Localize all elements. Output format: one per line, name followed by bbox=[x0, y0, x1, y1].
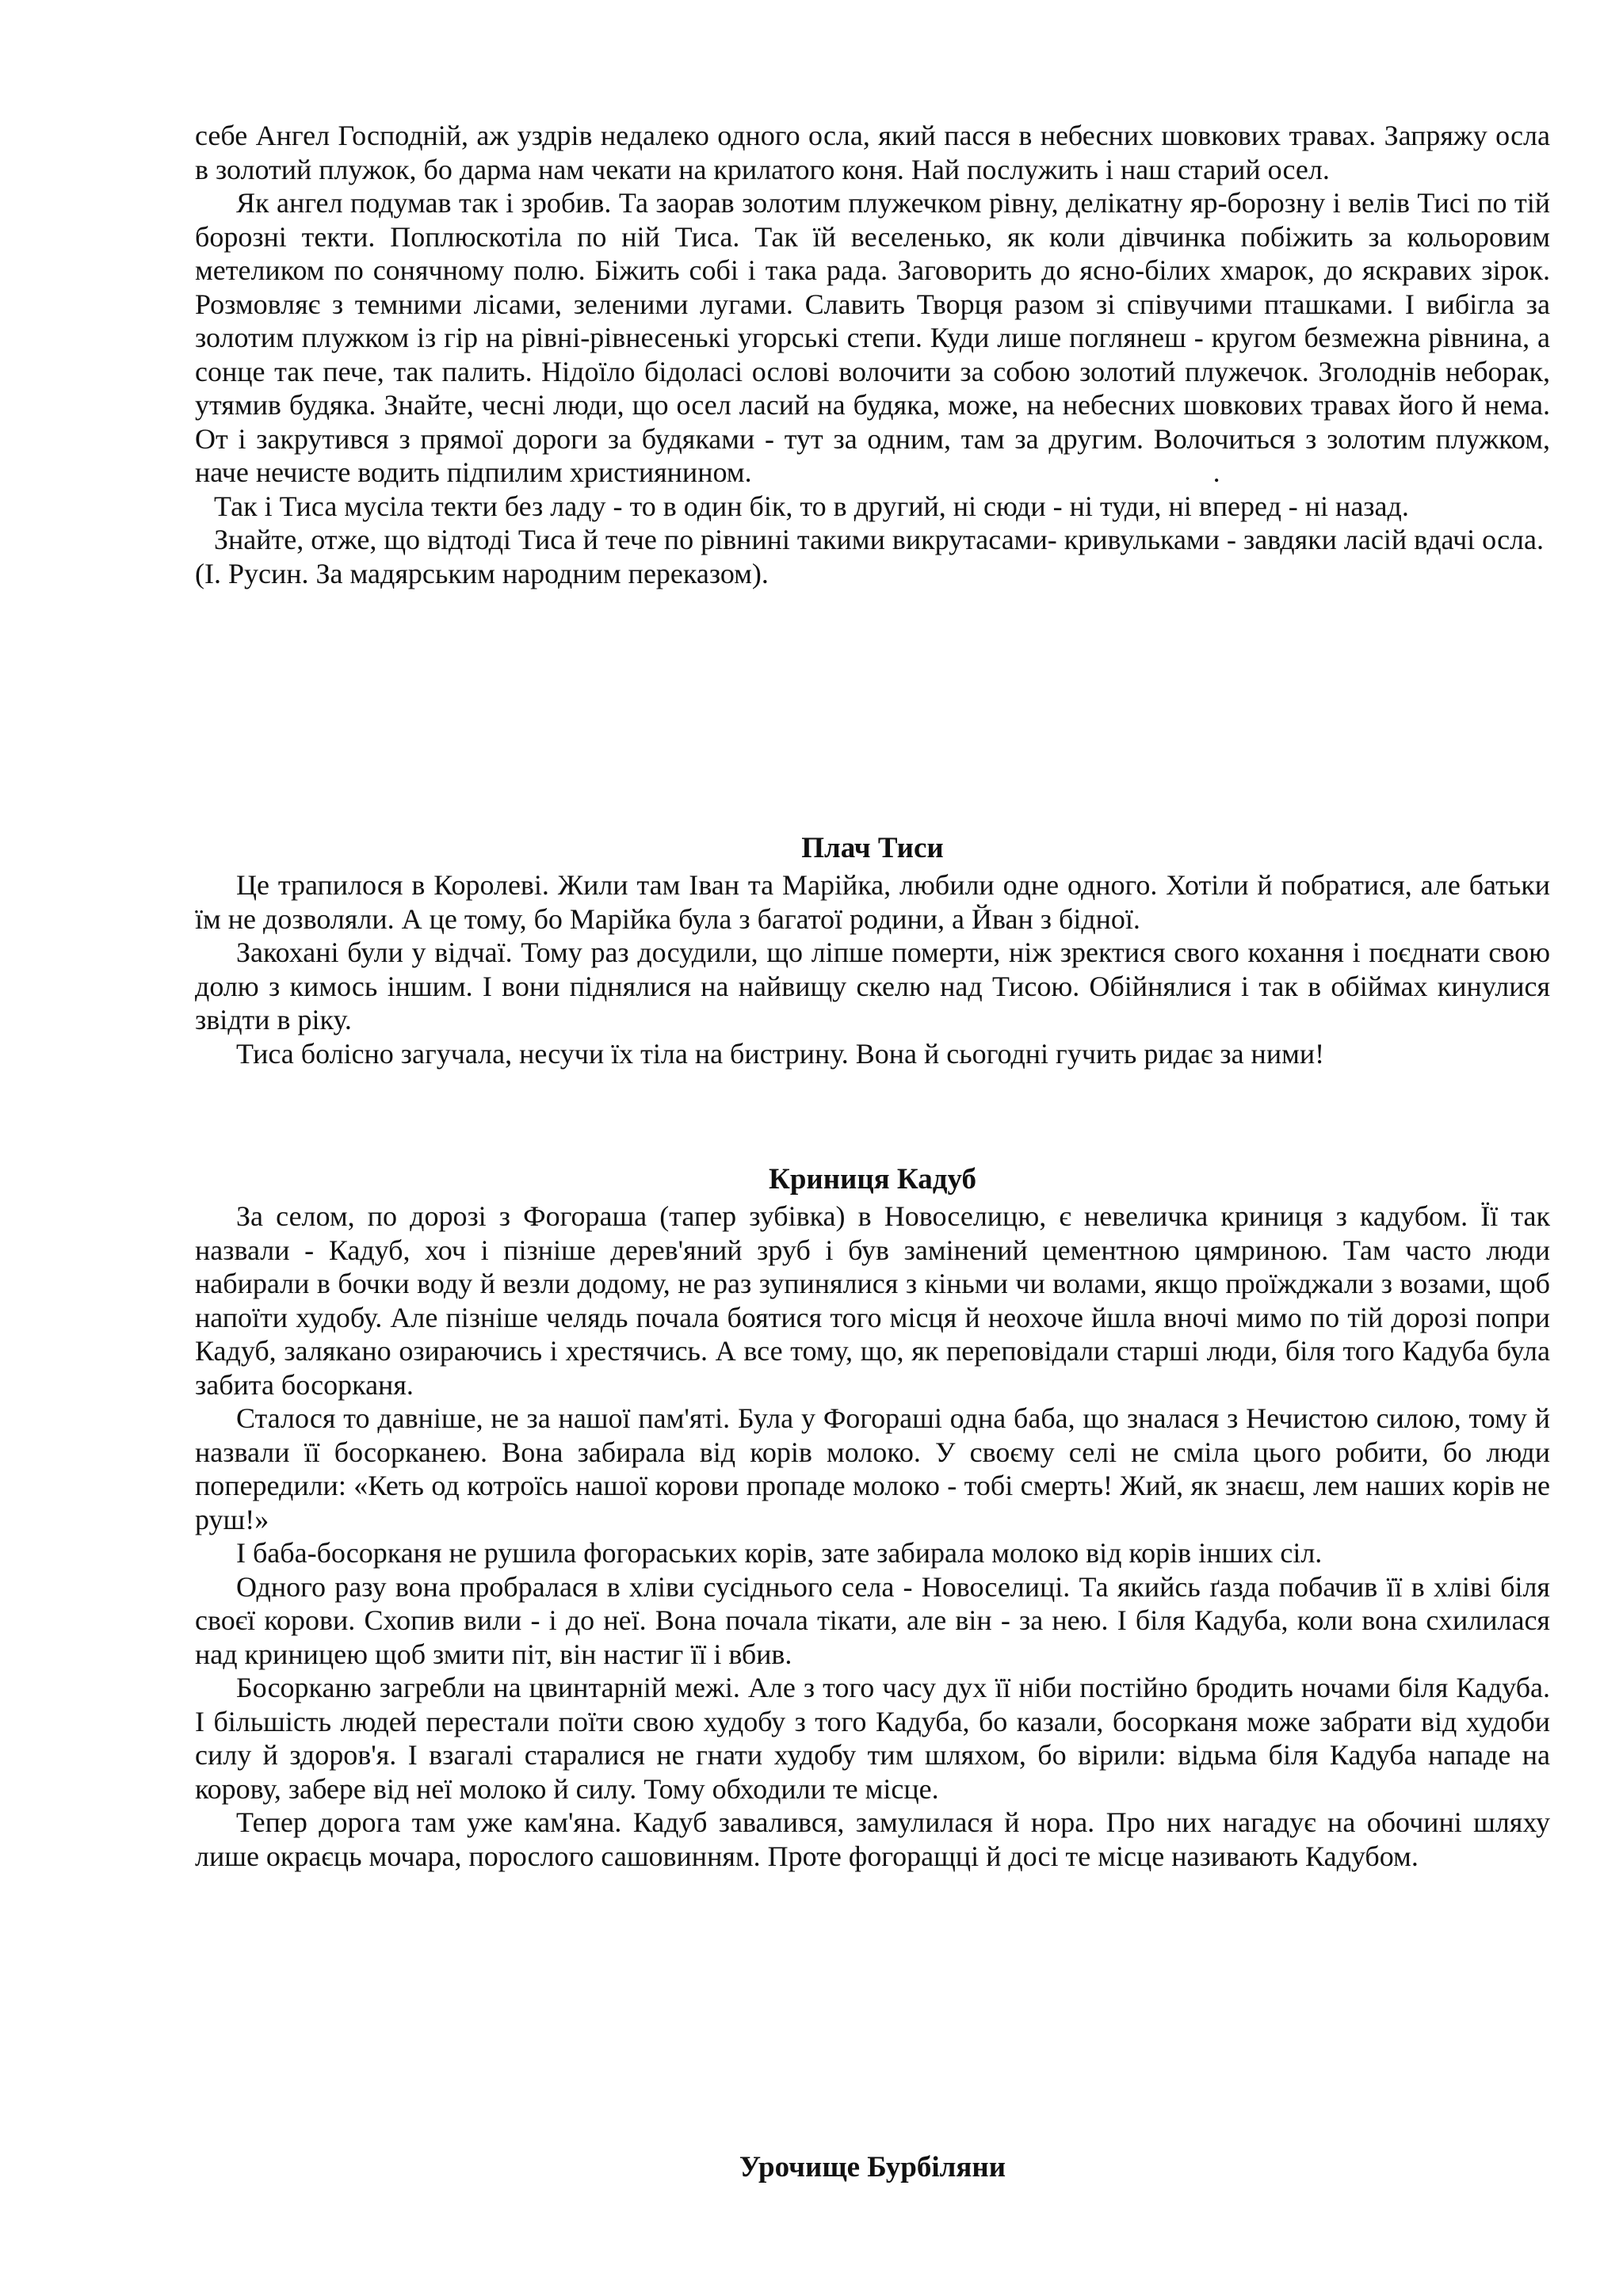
story-plach-tysy bbox=[195, 832, 1550, 1070]
story-paragraph: Тиса болісно загучала, несучи їх тіла на бистрину. Вона й сьогодні гучить ридає за ними! bbox=[236, 1037, 1325, 1070]
story-paragraph: І баба-босорканя не рушила фогораських корів, зате забирала молоко від корів інших сіл. bbox=[236, 1537, 1323, 1569]
trailing-mark: . bbox=[1212, 456, 1220, 488]
story-title: Плач Тиси bbox=[801, 832, 944, 864]
intro-paragraph-2-text: Як ангел подумав так і зробив. Та заорав золотим плужечком рівну, делікатну яр-борозну і велів Тисі по тій борозні текти. Поплюскотіла по ній Тиса. Так їй веселенько, як коли дівчинка побіжить за кольоровим метеликом по сонячному полю. Біжить собі і така рада. Заговорить до ясно-білих хмарок, до яскравих зірок. Розмовляє з темними лісами, зеленими лугами. Славить Творця разом зі співучими пташками. І вибігла за золотим плужком із гір на рівні-рівнесенькі угорські степи. Куди лише поглянеш - кругом безмежна рівнина, а сонце так пече, так палить. Нідоїло бідоласі ослові волочити за собою золотий плужечок. Зголоднів неборак, утямив будяка. Знайте, чесні люди, що осел ласий на будяка, може, на небесних шовкових травах його й нема. От і закрутився з прямої дороги за будяками - тут за одним, там за другим. Волочиться з золотим плужком, наче нечисте водить підпилим християнином. bbox=[195, 187, 1550, 488]
story-paragraph: Тепер дорога там уже кам'яна. Кадуб завалився, замулилася й нора. Про них нагадує на обочині шляху лише окраєць мочара, порослого сашовинням. Проте фогоращці й досі те місце називають Кадубом. bbox=[195, 1806, 1550, 1872]
source-attribution: (І. Русин. За мадярським народним переказом). bbox=[195, 557, 769, 589]
story-paragraph: Одного разу вона пробралася в хліви сусіднього села - Новоселиці. Та якийсь ґазда побачив її в хліві біля своєї корови. Схопив вили - і до неї. Вона почала тікати, але він - за нею. І біля Кадуба, коли вона схилилася над криницею щоб змити піт, він настиг її і вбив. bbox=[195, 1570, 1550, 1670]
intro-paragraph-1: себе Ангел Господній, аж уздрів недалеко одного осла, який пасся в небесних шовкових травах. Запряжу осла в золотий плужок, бо дарма нам чекати на крилатого коня. Най послужить і наш старий осел. bbox=[195, 120, 1550, 185]
intro-paragraph-4: Знайте, отже, що відтоді Тиса й тече по рівнині такими викрутасами- кривульками - завдяки ласій вдачі осла. bbox=[214, 524, 1544, 555]
story-paragraph: Закохані були у відчаї. Тому раз досудили, що ліпше померти, ніж зректися свого кохання і поєднати свою долю з кимось іншим. І вони піднялися на найвищу скелю над Тисою. Обійнялися і так в обіймах кинулися звідти в ріку. bbox=[195, 936, 1550, 1035]
story-title: Криниця Кадуб bbox=[768, 1163, 977, 1196]
intro-paragraph-3: Так і Тиса мусіла текти без ладу - то в один бік, то в другий, ні сюди - ні туди, ні вперед - ні назад. bbox=[214, 490, 1409, 522]
intro-paragraph-2 bbox=[195, 186, 1550, 490]
story-body bbox=[195, 868, 1550, 1070]
story-paragraph: За селом, по дорозі з Фогораша (тапер зубівка) в Новоселицю, є невеличка криниця з кадубом. Її так назвали - Кадуб, хоч і пізніше дерев'яний зруб і був замінений цементною цямриною. Там часто люди набирали в бочки воду й везли додому, не раз зупинялися з кіньми чи волами, якщо проїжджали з возами, щоб напоїти худобу. Але пізніше челядь почала боятися того місця й неохоче йшла вночі мимо по тій дорозі попри Кадуб, залякано озираючись і хрестячись. А все тому, що, як переповідали старші люди, біля того Кадуба була забита босорканя. bbox=[195, 1200, 1550, 1401]
story-krynytsia-kadub bbox=[195, 1163, 1550, 1873]
story-paragraph: Сталося то давніше, не за нашої пам'яті. Була у Фогораші одна баба, що зналася з Нечистою силою, тому й назвали її босорканею. Вона забирала від корів молоко. У своєму селі не сміла цього робити, бо люди попередили: «Кеть од котроїсь нашої корови пропаде молоко - тобі смерть! Жий, як знаєш, лем наших корів не руш!» bbox=[195, 1402, 1550, 1535]
story-paragraph: Босорканю загребли на цвинтарній межі. Але з того часу дух її ніби постійно бродить ночами біля Кадуба. І більшість людей перестали поїти свою худобу з того Кадуба, бо казали, босорканя може забрати від худоби силу й здоров'я. І взагалі старалися не гнати худобу тим шляхом, бо вірили: відьма біля Кадуба нападе на корову, забере від неї молоко й силу. Тому обходили те місце. bbox=[195, 1672, 1550, 1805]
intro-section bbox=[195, 119, 1550, 590]
document-page bbox=[195, 119, 1550, 2183]
story-title: Урочище Бурбіляни bbox=[739, 2151, 1006, 2183]
story-urochyshche-burbiliany bbox=[195, 2151, 1550, 2187]
story-body bbox=[195, 1199, 1550, 1873]
story-paragraph: Це трапилося в Королеві. Жили там Іван та Марійка, любили одне одного. Хотіли й побратися, але батьки їм не дозволяли. А це тому, бо Марійка була з багатої родини, а Йван з бідної. bbox=[195, 869, 1550, 935]
